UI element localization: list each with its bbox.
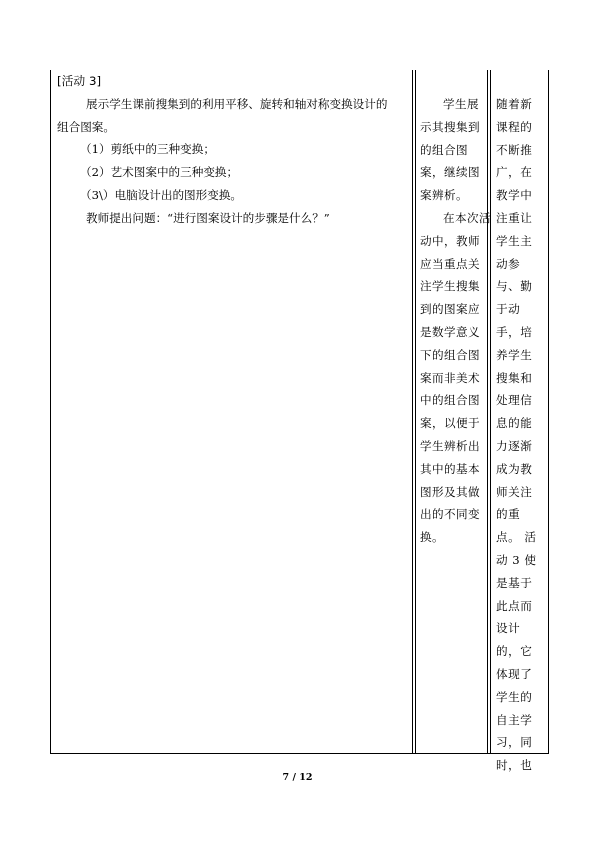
table-left-border (50, 70, 51, 754)
cell-text-line: 与、勤 (496, 279, 533, 294)
design-intent-cell (496, 93, 546, 777)
activity-content-cell (57, 70, 409, 230)
column-divider-2a (487, 70, 488, 754)
cell-text-line: 到的图案应 (420, 302, 480, 317)
cell-text-line: 动中，教师 (420, 233, 480, 248)
cell-text-line: 案，以便于 (420, 416, 480, 431)
cell-text-line: 换。 (420, 530, 444, 545)
page-number: 7 / 12 (282, 772, 313, 783)
cell-text-line: 注学生搜集 (420, 279, 480, 294)
cell-text-line: 不断推 (496, 142, 533, 157)
activity-paragraph-line-1: 展示学生课前搜集到的利用平移、旋转和轴对称变换设计的 (86, 96, 388, 111)
cell-text-line: 案而非美术 (420, 370, 480, 385)
cell-text-line: 学生的 (496, 689, 533, 704)
cell-text-line: 于动 (496, 302, 521, 317)
cell-text-line: 习，同 (496, 735, 533, 750)
table-right-border (548, 70, 549, 754)
cell-text-line: 搜集和 (496, 370, 533, 385)
cell-text-line: 设计 (496, 621, 521, 636)
cell-text-line: 养学生 (496, 347, 533, 362)
cell-text-line: 广，在 (496, 165, 533, 180)
activity-paragraph-line-2: 组合图案。 (57, 119, 115, 134)
column-divider-1a (412, 70, 413, 754)
cell-text-line: 的重 (496, 507, 521, 522)
cell-text-line: 点。 活 (496, 530, 537, 545)
cell-text-line: 中的组合图 (420, 393, 480, 408)
cell-text-line: 师关注 (496, 484, 533, 499)
cell-text-line: 学生展 (443, 97, 479, 111)
table-bottom-border (50, 753, 549, 754)
cell-text-line: 案，继续图 (420, 165, 480, 180)
cell-text-line: 其中的基本 (420, 461, 480, 476)
cell-text-line: 是基于 (496, 575, 533, 590)
activity-item-3: （3\）电脑设计出的图形变换。 (80, 187, 243, 202)
cell-text-line: 此点而 (496, 598, 533, 613)
cell-text-line: 示其搜集到 (420, 119, 480, 134)
cell-text-line: 学生辨析出 (420, 438, 480, 453)
cell-text-line: 教学中 (496, 188, 533, 203)
cell-text-line: 注重让 (496, 210, 533, 225)
cell-text-line: 应当重点关 (420, 256, 480, 271)
cell-text-line: 体现了 (496, 666, 533, 681)
cell-text-line: 的组合图 (420, 142, 468, 157)
cell-text-line: 在本次活 (443, 210, 491, 225)
cell-text-line: 力逐渐 (496, 438, 533, 453)
column-divider-1b (415, 70, 416, 754)
cell-text-line: 课程的 (496, 119, 533, 134)
column-divider-2b (490, 70, 491, 754)
cell-text-line: 时，也 (496, 758, 533, 773)
activity-heading: [活动 3] (57, 74, 102, 88)
cell-text-line: 随着新 (496, 97, 533, 111)
cell-text-line: 处理信 (496, 393, 533, 408)
cell-text-line: 下的组合图 (420, 347, 480, 362)
cell-text-line: 息的能 (496, 416, 533, 431)
cell-text-line: 动 3 使 (496, 552, 537, 567)
student-activity-cell (420, 93, 491, 549)
cell-text-line: 动参 (496, 256, 521, 271)
cell-text-line: 自主学 (496, 712, 533, 727)
cell-text-line: 学生主 (496, 233, 533, 248)
teacher-question: 教师提出问题：“进行图案设计的步骤是什么？” (86, 210, 330, 225)
cell-text-line: 手，培 (496, 324, 533, 339)
cell-text-line: 图形及其做 (420, 484, 480, 499)
cell-text-line: 的，它 (496, 644, 533, 659)
activity-item-1: （1）剪纸中的三种变换； (80, 142, 215, 157)
cell-text-line: 案辨析。 (420, 188, 468, 203)
cell-text-line: 是数学意义 (420, 324, 480, 339)
cell-text-line: 出的不同变 (420, 507, 480, 522)
activity-item-2: （2）艺术图案中的三种变换； (80, 165, 239, 180)
cell-text-line: 成为教 (496, 461, 533, 476)
